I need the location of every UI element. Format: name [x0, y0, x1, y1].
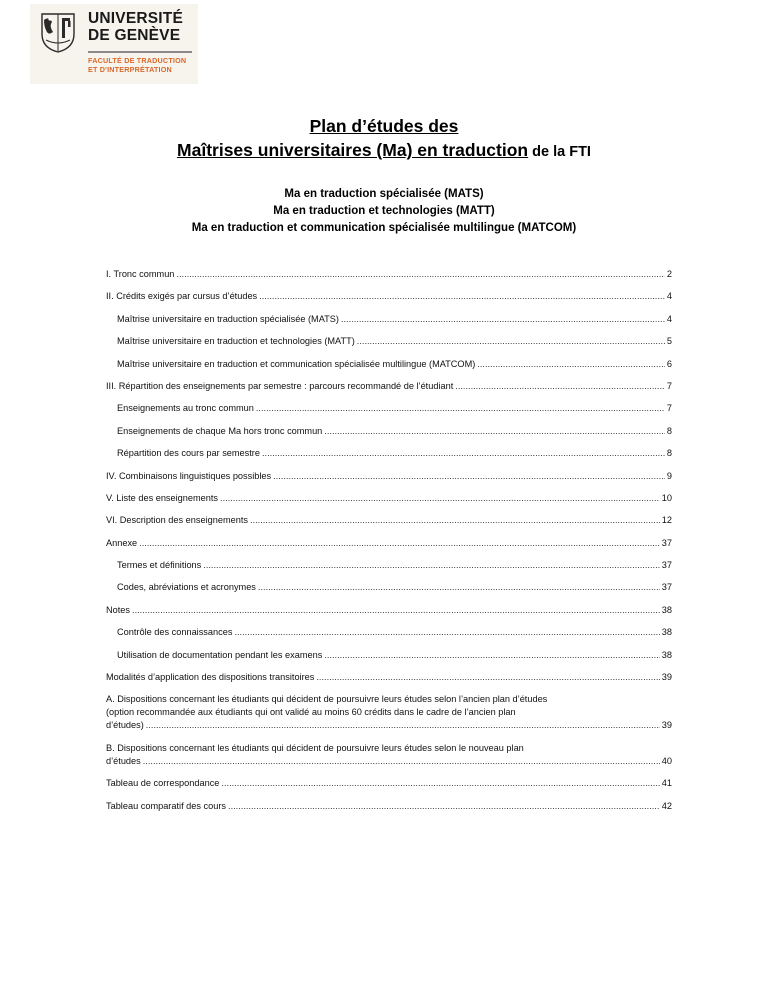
toc-leader-dots	[273, 470, 665, 483]
toc-page-number: 7	[666, 403, 672, 414]
faculty-name	[88, 56, 186, 74]
toc-entry-text: Maîtrise universitaire en traduction spécialisée (MATS)	[117, 313, 339, 324]
toc-entry-text: Termes et définitions	[117, 560, 202, 571]
toc-page-number: 4	[666, 313, 672, 324]
toc-entry-text: Utilisation de documentation pendant les examens	[117, 649, 323, 660]
toc-leader-dots	[324, 649, 659, 662]
toc-entry-text: d’études)	[106, 720, 144, 731]
toc-entry[interactable]	[106, 335, 672, 348]
toc-entry-text: Notes	[106, 604, 131, 615]
toc-entry[interactable]	[106, 268, 672, 281]
logo-divider	[88, 51, 192, 53]
document-title	[0, 114, 768, 164]
program-matcom: Ma en traduction et communication spécialisée multilingue (MATCOM)	[191, 222, 577, 234]
toc-entry[interactable]	[106, 425, 672, 438]
toc-entry-text: Annexe	[106, 537, 138, 548]
toc-page-number: 37	[661, 560, 672, 571]
toc-entry-text: II. Crédits exigés par cursus d’études	[106, 291, 258, 302]
toc-entry-line: (option recommandée aux étudiants qui ont validé au moins 60 crédits dans le cadre de l’ancien plan	[106, 707, 516, 718]
toc-entry-text: Modalités d’application des dispositions transitoires	[106, 672, 315, 683]
toc-page-number: 38	[661, 649, 672, 660]
toc-leader-dots	[220, 492, 660, 505]
toc-leader-dots	[250, 514, 660, 527]
toc-page-number: 10	[661, 492, 672, 503]
toc-entry-text: Contrôle des connaissances	[117, 627, 233, 638]
toc-page-number: 37	[661, 582, 672, 593]
toc-page-number: 4	[666, 291, 672, 302]
title-line-2-suffix: de la FTI	[528, 144, 591, 160]
toc-entry[interactable]	[106, 693, 672, 732]
toc-page-number: 42	[661, 800, 672, 811]
toc-entry-text: d’études	[106, 755, 141, 766]
toc-entry[interactable]	[106, 514, 672, 527]
toc-page-number: 8	[666, 448, 672, 459]
toc-entry-text: IV. Combinaisons linguistiques possibles	[106, 470, 272, 481]
toc-entry[interactable]	[106, 313, 672, 326]
toc-entry[interactable]	[106, 604, 672, 617]
toc-leader-dots	[146, 719, 660, 732]
toc-entry[interactable]	[106, 742, 672, 768]
title-line-2: Maîtrises universitaires (Ma) en traduction	[177, 140, 529, 160]
university-logo	[30, 4, 198, 84]
toc-page-number: 12	[661, 515, 672, 526]
toc-leader-dots	[139, 537, 660, 550]
toc-page-number: 38	[661, 627, 672, 638]
toc-entry-text: Tableau comparatif des cours	[106, 800, 227, 811]
toc-entry-line: B. Dispositions concernant les étudiants qui décident de poursuivre leurs études selon le nouveau plan	[106, 742, 524, 753]
toc-leader-dots	[316, 671, 659, 684]
toc-leader-dots	[176, 268, 664, 281]
toc-entry[interactable]	[106, 447, 672, 460]
logo-line-1: UNIVERSITÉ	[88, 10, 184, 27]
toc-entry[interactable]	[106, 777, 672, 790]
toc-entry[interactable]	[106, 290, 672, 303]
toc-leader-dots	[455, 380, 665, 393]
logo-line-2: DE GENÈVE	[88, 27, 181, 44]
toc-leader-dots	[477, 358, 665, 371]
geneva-coat-of-arms-icon	[40, 10, 76, 54]
toc-page-number: 9	[666, 470, 672, 481]
toc-entry[interactable]	[106, 581, 672, 594]
toc-page-number: 39	[661, 672, 672, 683]
toc-entry[interactable]	[106, 358, 672, 371]
toc-entry-text: V. Liste des enseignements	[106, 492, 219, 503]
toc-entry[interactable]	[106, 649, 672, 662]
toc-page-number: 2	[666, 269, 672, 279]
toc-entry-text: I. Tronc commun	[106, 269, 175, 279]
toc-entry-text: III. Répartition des enseignements par semestre : parcours recommandé de l’étudiant	[106, 380, 454, 391]
faculty-line-1: FACULTÉ DE TRADUCTION	[88, 56, 187, 65]
toc-page-number: 39	[661, 720, 672, 731]
toc-entry[interactable]	[106, 671, 672, 684]
toc-entry[interactable]	[106, 626, 672, 639]
toc-leader-dots	[221, 777, 659, 790]
toc-entry[interactable]	[106, 380, 672, 393]
toc-leader-dots	[143, 755, 660, 768]
toc-leader-dots	[258, 581, 660, 594]
title-line-1: Plan d’études des	[309, 116, 459, 136]
toc-page-number: 41	[661, 778, 672, 789]
toc-page-number: 6	[666, 358, 672, 369]
toc-leader-dots	[256, 402, 665, 415]
toc-entry[interactable]	[106, 537, 672, 550]
table-of-contents	[106, 268, 672, 822]
faculty-line-2: ET D'INTERPRÉTATION	[88, 65, 172, 74]
toc-leader-dots	[228, 800, 660, 813]
toc-entry-text: Enseignements au tronc commun	[117, 403, 254, 414]
toc-entry[interactable]	[106, 492, 672, 505]
program-mats: Ma en traduction spécialisée (MATS)	[284, 188, 484, 200]
program-list	[0, 186, 768, 237]
toc-page-number: 8	[666, 425, 672, 436]
toc-entry-text: Codes, abréviations et acronymes	[117, 582, 256, 593]
toc-leader-dots	[341, 313, 665, 326]
toc-entry-line: A. Dispositions concernant les étudiants qui décident de poursuivre leurs études selon l’ancien plan d’études	[106, 694, 548, 705]
toc-page-number: 37	[661, 537, 672, 548]
toc-leader-dots	[234, 626, 659, 639]
toc-entry-text: Maîtrise universitaire en traduction et technologies (MATT)	[117, 336, 355, 347]
toc-leader-dots	[262, 447, 665, 460]
toc-leader-dots	[357, 335, 665, 348]
toc-entry-text: Enseignements de chaque Ma hors tronc commun	[117, 425, 323, 436]
university-name	[88, 10, 183, 44]
toc-leader-dots	[324, 425, 665, 438]
toc-entry[interactable]	[106, 402, 672, 415]
toc-entry-text: VI. Description des enseignements	[106, 515, 248, 526]
toc-leader-dots	[259, 290, 665, 303]
toc-entry[interactable]	[106, 470, 672, 483]
toc-entry-text: Répartition des cours par semestre	[117, 448, 260, 459]
toc-page-number: 40	[661, 755, 672, 766]
toc-entry[interactable]	[106, 559, 672, 572]
program-matt: Ma en traduction et technologies (MATT)	[273, 205, 495, 217]
toc-page-number: 7	[666, 380, 672, 391]
toc-entry-text: Tableau de correspondance	[106, 778, 220, 789]
toc-leader-dots	[203, 559, 660, 572]
toc-page-number: 38	[661, 604, 672, 615]
toc-page-number: 5	[666, 336, 672, 347]
toc-entry[interactable]	[106, 800, 672, 813]
toc-entry-text: Maîtrise universitaire en traduction et communication spécialisée multilingue (MATCOM)	[117, 358, 476, 369]
toc-leader-dots	[132, 604, 660, 617]
